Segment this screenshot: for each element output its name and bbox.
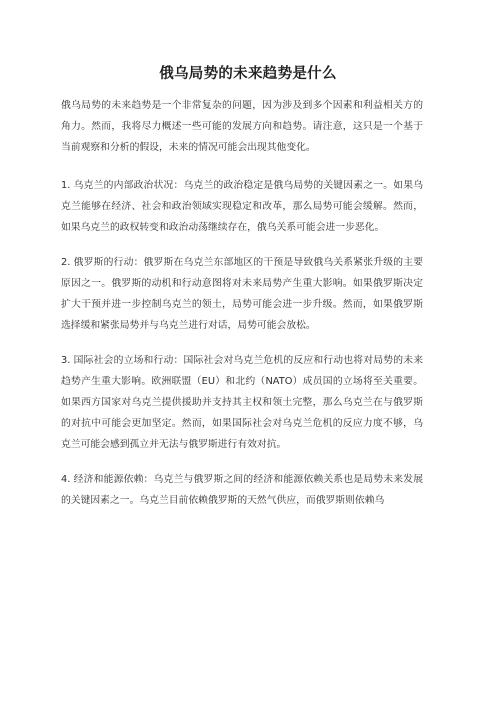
document-body [61, 95, 423, 525]
paragraph-point-3: 3. 国际社会的立场和行动：国际社会对乌克兰危机的反应和行动也将对局势的未来趋势产生重大影响。欧洲联盟（EU）和北约（NATO）成员国的立场将至关重要。如果西方国家对乌克兰提供援助并支持其主权和领土完整，那么乌克兰在与俄罗斯的对抗中可能会更加坚定。然而，如果国际社会对乌克兰危机的反应力度不够，乌克兰可能会感到孤立并无法与俄罗斯进行有效对抗。 [61, 355, 423, 450]
paragraph-point-2: 2. 俄罗斯的行动：俄罗斯在乌克兰东部地区的干预是导致俄乌关系紧张升级的主要原因之一。俄罗斯的动机和行动意图将对未来局势产生重大影响。如果俄罗斯决定扩大干预并进一步控制乌克兰的领土，局势可能会进一步升级。然而，如果俄罗斯选择缓和紧张局势并与乌克兰进行对话，局势可能会放松。 [61, 257, 423, 331]
paragraph-intro: 俄乌局势的未来趋势是一个非常复杂的问题，因为涉及到多个因素和利益相关方的角力。然而，我将尽力概述一些可能的发展方向和趋势。请注意，这只是一个基于当前观察和分析的假设，未来的情况可能会出现其他变化。 [61, 100, 423, 153]
paragraph-point-1: 1. 乌克兰的内部政治状况：乌克兰的政治稳定是俄乌局势的关键因素之一。如果乌克兰能够在经济、社会和政治领域实现稳定和改革，那么局势可能会缓解。然而，如果乌克兰的政权转变和政治动荡继续存在，俄乌关系可能会进一步恶化。 [61, 180, 423, 233]
document-title: 俄乌局势的未来趋势是什么 [159, 66, 337, 82]
paragraph-point-4: 4. 经济和能源依赖：乌克兰与俄罗斯之间的经济和能源依赖关系也是局势未来发展的关键因素之一。乌克兰目前依赖俄罗斯的天然气供应，而俄罗斯则依赖乌 [61, 474, 423, 506]
